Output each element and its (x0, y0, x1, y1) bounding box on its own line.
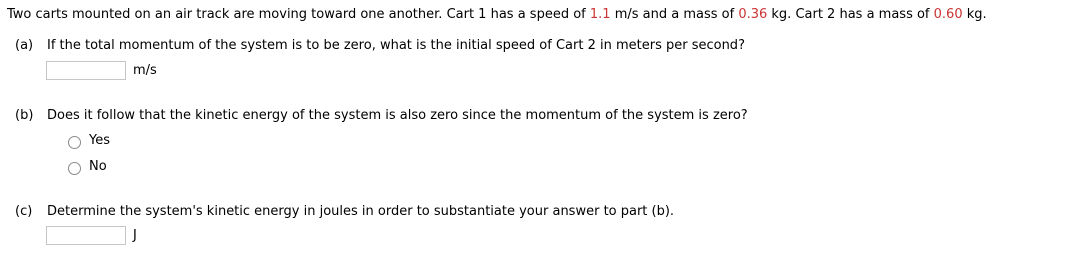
part-a-unit: m/s (133, 63, 157, 78)
intro-text-1: Two carts mounted on an air track are moving toward one another. Cart 1 has a speed of (7, 7, 590, 22)
intro-text-3: kg. Cart 2 has a mass of (767, 7, 934, 22)
part-a-question: If the total momentum of the system is to be zero, what is the initial speed of Cart 2 in meters per second? (47, 38, 745, 53)
intro-text-2: m/s and a mass of (610, 7, 739, 22)
part-c-answer-input[interactable] (46, 226, 126, 245)
cart1-speed-value: 1.1 (589, 7, 611, 22)
part-a-answer-input[interactable] (46, 61, 126, 80)
problem-intro (7, 7, 987, 22)
option-no-label[interactable]: No (89, 159, 107, 174)
part-c-question: Determine the system's kinetic energy in joules in order to substantiate your answer to part (b). (47, 204, 675, 219)
part-c-label: (c) (15, 204, 33, 219)
cart2-mass-value: 0.60 (933, 7, 963, 22)
option-yes-label[interactable]: Yes (89, 133, 110, 148)
part-c-unit: J (133, 228, 137, 243)
part-a-label: (a) (15, 38, 34, 53)
radio-yes[interactable] (68, 136, 81, 149)
part-b-question: Does it follow that the kinetic energy of the system is also zero since the momentum of the system is zero? (47, 108, 748, 123)
part-b-label: (b) (15, 108, 34, 123)
radio-no[interactable] (68, 162, 81, 175)
cart1-mass-value: 0.36 (738, 7, 768, 22)
intro-text-4: kg. (962, 7, 987, 22)
